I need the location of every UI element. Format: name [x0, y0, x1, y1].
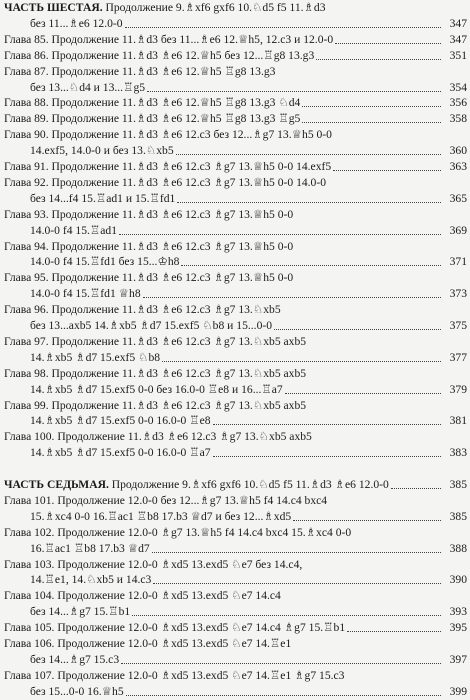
toc-line: [0, 79, 470, 96]
toc-entry-text: [4, 47, 314, 64]
dot-leader: [153, 583, 441, 584]
toc-entry-label: Глава 92. Продолжение 11.♗d3 ♗e6 12.c3 ♗g7 13.♕h5 0-0 14.0-0: [4, 175, 327, 189]
toc-entry-label: 14.♗xb5 ♗d7 15.exf5 0-0 16.0-0 ♖a7: [30, 446, 211, 460]
page-number: 385: [449, 509, 467, 523]
toc-entry-label: Глава 93. Продолжение 11.♗d3 ♗e6 12.c3 ♗g7 13.♕h5 0-0: [4, 207, 294, 221]
toc-line: [0, 110, 470, 127]
page-number: 385: [449, 478, 467, 491]
toc-line: [0, 349, 470, 366]
dot-leader: [213, 424, 441, 425]
toc-line: [0, 651, 470, 668]
toc-line: [0, 238, 470, 255]
toc-line: [0, 31, 470, 48]
toc-entry-text: [4, 492, 327, 509]
toc-entry-label: 14.0-0 f4 15.♖ad1: [30, 223, 118, 237]
dot-leader: [285, 393, 441, 394]
toc-entry-label: Глава 106. Продолжение 12.0-0 ♗xd5 13.exd5 ♘e7 14.♖e1: [4, 637, 292, 650]
toc-line: [0, 587, 470, 604]
toc-entry-label: без 15...0-0 16.♕h5: [30, 684, 124, 698]
toc-entry-text: [4, 333, 306, 350]
toc-line: [0, 381, 470, 398]
toc-entry-label: Глава 95. Продолжение 11.♗d3 ♗e6 12.c3 ♗g7 13.♕h5 0-0: [4, 271, 294, 285]
toc-line: [0, 301, 470, 318]
toc-entry-text: [4, 619, 345, 636]
page-number: 397: [449, 652, 467, 666]
toc-entry-text: [30, 683, 124, 700]
toc-entry-text: [30, 285, 141, 302]
toc-line: [0, 397, 470, 414]
toc-entry-text: [4, 667, 344, 684]
page-number: 363: [449, 160, 467, 173]
toc-entry-text: [30, 142, 174, 159]
toc-entry-text: [30, 349, 160, 366]
toc-line: [0, 158, 470, 175]
toc-line: [0, 15, 470, 32]
toc-line: [0, 365, 470, 382]
toc-entry-label: 16.♖ac1 ♖b8 17.b3 ♕d7: [30, 541, 150, 555]
toc-entry-text: [4, 126, 332, 143]
toc-entry-text: [4, 206, 293, 223]
toc-entry-label: Глава 86. Продолжение 11.♗d3 ♗e6 12.♕h5 без 12...♖g8 13.g3: [4, 48, 315, 62]
dot-leader: [177, 202, 441, 203]
dot-leader: [335, 43, 441, 44]
toc-line: [0, 317, 470, 334]
toc-entry-label: Глава 103. Продолжение 12.0-0 ♗xd5 13.exd5 ♘e7 без 14.c4,: [4, 557, 303, 571]
toc-entry-text: [4, 524, 351, 541]
dot-leader: [125, 27, 441, 28]
toc-entry-text: [4, 238, 293, 255]
toc-line: [0, 635, 470, 652]
toc-entry-label: Глава 101. Продолжение 12.0-0 без 12...♗g7 13.♕h5 f4 14.c4 bxc4: [4, 493, 328, 507]
toc-entry-text: [30, 317, 272, 334]
page-number: 360: [449, 144, 467, 158]
toc-line: [0, 269, 470, 286]
toc-line: [0, 683, 470, 700]
toc-line: [0, 492, 470, 509]
toc-entry-label: 14.♗xb5 ♗d7 15.exf5 ♘b8: [30, 350, 161, 364]
dot-leader: [302, 106, 441, 107]
toc-entry-label: Глава 91. Продолжение 11.♗d3 ♗e6 12.c3 ♗g7 13.♕h5 0-0 14.exf5: [4, 160, 332, 173]
toc-entry-text: [30, 508, 291, 525]
toc-entry-text: [4, 94, 300, 111]
toc-line: [0, 126, 470, 143]
toc-entry-text: [4, 635, 291, 652]
page-number: 371: [449, 255, 467, 269]
dot-leader: [143, 297, 441, 298]
toc-entry-label: без 11...♗e6 12.0-0: [30, 16, 123, 30]
toc-entry-label: Глава 107. Продолжение 12.0-0 ♗xd5 13.exd5 ♘e7 14.♖e1 ♗g7 15.c3: [4, 668, 345, 682]
toc-line: [0, 47, 470, 64]
toc-line: [0, 0, 470, 16]
toc-line: [0, 412, 470, 429]
dot-leader: [132, 615, 441, 616]
toc-line: [0, 619, 470, 636]
toc-entry-text: [30, 79, 145, 96]
part-heading: ЧАСТЬ СЕДЬМАЯ.: [4, 478, 109, 491]
toc-entry-label: Глава 94. Продолжение 11.♗d3 ♗e6 12.c3 ♗g7 13.♕h5 0-0: [4, 239, 294, 253]
page-number: 381: [449, 414, 467, 428]
toc-entry-label: Глава 90. Продолжение 11.♗d3 ♗e6 12.c3 без 12...♗g7 13.♕h5 0-0: [4, 128, 332, 142]
part-heading: ЧАСТЬ ШЕСТАЯ.: [4, 1, 103, 14]
toc-line: [0, 460, 470, 477]
toc-line: [0, 94, 470, 111]
toc-line: [0, 556, 470, 573]
toc-line: [0, 476, 470, 493]
dot-leader: [316, 59, 441, 60]
page-number: 351: [449, 48, 467, 62]
toc-line: [0, 63, 470, 80]
page-number: 365: [449, 191, 467, 205]
toc-entry-text: [4, 428, 312, 445]
toc-entry-text: [30, 571, 151, 588]
dot-leader: [347, 631, 441, 632]
toc-line: [0, 524, 470, 541]
toc-entry-text: [4, 31, 333, 48]
toc-entry-label: Продолжение 9.♗xf6 gxf6 10.♘d5 f5 11.♗d3: [102, 1, 326, 14]
dot-leader: [162, 361, 441, 362]
toc-entry-label: без 13...axb5 14.♗xb5 ♗d7 15.exf5 ♘b8 и 15...0-0: [30, 319, 273, 332]
dot-leader: [333, 170, 441, 171]
toc-line: [0, 444, 470, 461]
toc-entry-label: 14.♗xb5 ♗d7 15.exf5 0-0 без 16.0-0 ♖e8 и 16...♖a7: [30, 382, 283, 396]
toc-entry-text: [4, 556, 302, 573]
toc-entry-text: [4, 365, 306, 382]
toc-entry-text: [30, 381, 283, 398]
dot-leader: [293, 520, 441, 521]
toc-line: [0, 571, 470, 588]
toc-line: [0, 333, 470, 350]
toc-entry-text: [4, 476, 389, 493]
page-number: 379: [449, 382, 467, 396]
toc-line: [0, 603, 470, 620]
dot-leader: [152, 552, 441, 553]
toc-entry-label: без 14...♗g7 15.c3: [30, 652, 120, 666]
toc-entry-label: 14.exf5, 14.0-0 и без 13.♘xb5: [30, 144, 174, 158]
toc-line: [0, 667, 470, 684]
page-number: 347: [449, 16, 467, 30]
dot-leader: [274, 329, 441, 330]
dot-leader: [119, 234, 441, 235]
dot-leader: [181, 265, 441, 266]
dot-leader: [302, 122, 441, 123]
toc-entry-text: [30, 253, 179, 270]
page-number: 375: [449, 319, 467, 332]
page-number: 373: [449, 287, 467, 301]
toc-entry-label: Глава 97. Продолжение 11.♗d3 ♗e6 12.c3 ♗g7 13.♘xb5 axb5: [4, 334, 307, 348]
toc-entry-text: [4, 587, 281, 604]
toc-line: [0, 222, 470, 239]
page-number: 388: [449, 541, 467, 555]
page-number: 390: [449, 573, 467, 587]
toc-entry-label: 14.0-0 f4 15.♖fd1 без 15...♔h8: [30, 255, 180, 269]
page-number: 347: [449, 32, 467, 46]
toc-entry-label: 15.♗xc4 0-0 16.♖ac1 ♖b8 17.b3 ♕d7 и без 12...♗xd5: [30, 509, 292, 523]
toc-entry-label: 14.♖e1, 14.♘xb5 и 14.c3: [30, 573, 152, 587]
toc-entry-label: Глава 102. Продолжение 12.0-0 ♗g7 13.♕h5 f4 14.c4 bxc4 15.♗xc4 0-0: [4, 525, 352, 539]
toc-entry-label: Глава 89. Продолжение 11.♗d3 ♗e6 12.♕h5 ♖g8 13.g3 ♖g5: [4, 112, 301, 126]
dot-leader: [147, 91, 441, 92]
page-number: 395: [449, 621, 467, 635]
toc-line: [0, 508, 470, 525]
toc-entry-label: Глава 88. Продолжение 11.♗d3 ♗e6 12.♕h5 ♖g8 13.g3 ♘d4: [4, 96, 301, 110]
toc-line: [0, 540, 470, 557]
toc-line: [0, 190, 470, 207]
toc-entry-label: без 14...♗g7 15.♖b1: [30, 605, 131, 619]
toc-line: [0, 285, 470, 302]
toc-entry-text: [30, 222, 117, 239]
page-number: 393: [449, 605, 467, 619]
page-number: 369: [449, 223, 467, 237]
toc-entry-text: [30, 190, 175, 207]
toc-entry-text: [4, 174, 326, 191]
toc-entry-label: Продолжение 9.♗xf6 gxf6 10.♘d5 f5 11.♗d3 ♗e6 12.0-0: [108, 478, 389, 491]
page-number: 358: [449, 112, 467, 126]
toc-entry-text: [30, 444, 211, 461]
toc-line: [0, 428, 470, 445]
toc-line: [0, 253, 470, 270]
page-number: 399: [449, 684, 467, 698]
toc-entry-label: без 13...♘d4 и 13...♖g5: [30, 80, 146, 94]
toc-entry-label: Глава 98. Продолжение 11.♗d3 ♗e6 12.c3 ♗g7 13.♘xb5 axb5: [4, 366, 307, 380]
page-number: 356: [449, 96, 467, 110]
toc-entry-label: без 14...f4 15.♖ad1 и 15.♖fd1: [30, 191, 176, 205]
toc-entry-text: [4, 301, 281, 318]
toc-entry-text: [30, 15, 123, 32]
dot-leader: [176, 154, 441, 155]
toc-entry-label: Глава 99. Продолжение 11.♗d3 ♗e6 12.c3 ♗g7 13.♘xb5 axb5: [4, 398, 307, 412]
toc-entry-text: [30, 540, 150, 557]
dot-leader: [121, 663, 441, 664]
toc-entry-text: [4, 397, 306, 414]
page-number: 377: [449, 350, 467, 364]
dot-leader: [213, 456, 441, 457]
toc-entry-label: Глава 96. Продолжение 11.♗d3 ♗e6 12.c3 ♗g7 13.♘xb5: [4, 303, 281, 317]
page-number: 354: [449, 80, 467, 94]
toc-entry-label: Глава 85. Продолжение 11.♗d3 без 11...♗e6 12.♕h5, 12.c3 и 12.0-0: [4, 32, 334, 46]
toc-entry-text: [4, 158, 331, 175]
toc-entry-text: [4, 110, 300, 127]
toc-line: [0, 174, 470, 191]
toc-entry-label: Глава 100. Продолжение 11.♗d3 ♗e6 12.c3 ♗g7 13.♘xb5 axb5: [4, 430, 312, 444]
toc-line: [0, 142, 470, 159]
toc-entry-label: Глава 104. Продолжение 12.0-0 ♗xd5 13.exd5 ♘e7 14.c4: [4, 589, 281, 603]
page-number: 383: [449, 446, 467, 460]
toc-entry-label: Глава 87. Продолжение 11.♗d3 ♗e6 12.♕h5 ♖g8 13.g3: [4, 64, 276, 78]
toc-entry-text: [4, 63, 275, 80]
toc-entry-text: [30, 412, 211, 429]
toc-entry-text: [4, 0, 326, 16]
toc-entry-text: [4, 269, 293, 286]
toc-entry-text: [30, 651, 119, 668]
toc-line: [0, 206, 470, 223]
dot-leader: [391, 488, 441, 489]
toc-entry-label: 14.0-0 f4 15.♖fd1 ♕h8: [30, 287, 141, 301]
toc-entry-text: [30, 603, 130, 620]
toc-entry-label: Глава 105. Продолжение 12.0-0 ♗xd5 13.exd5 ♘e7 14.c4 ♗g7 15.♖b1: [4, 621, 346, 635]
dot-leader: [126, 695, 441, 696]
toc-entry-label: 14.♗xb5 ♗d7 15.exf5 0-0 16.0-0 ♖e8: [30, 414, 211, 428]
